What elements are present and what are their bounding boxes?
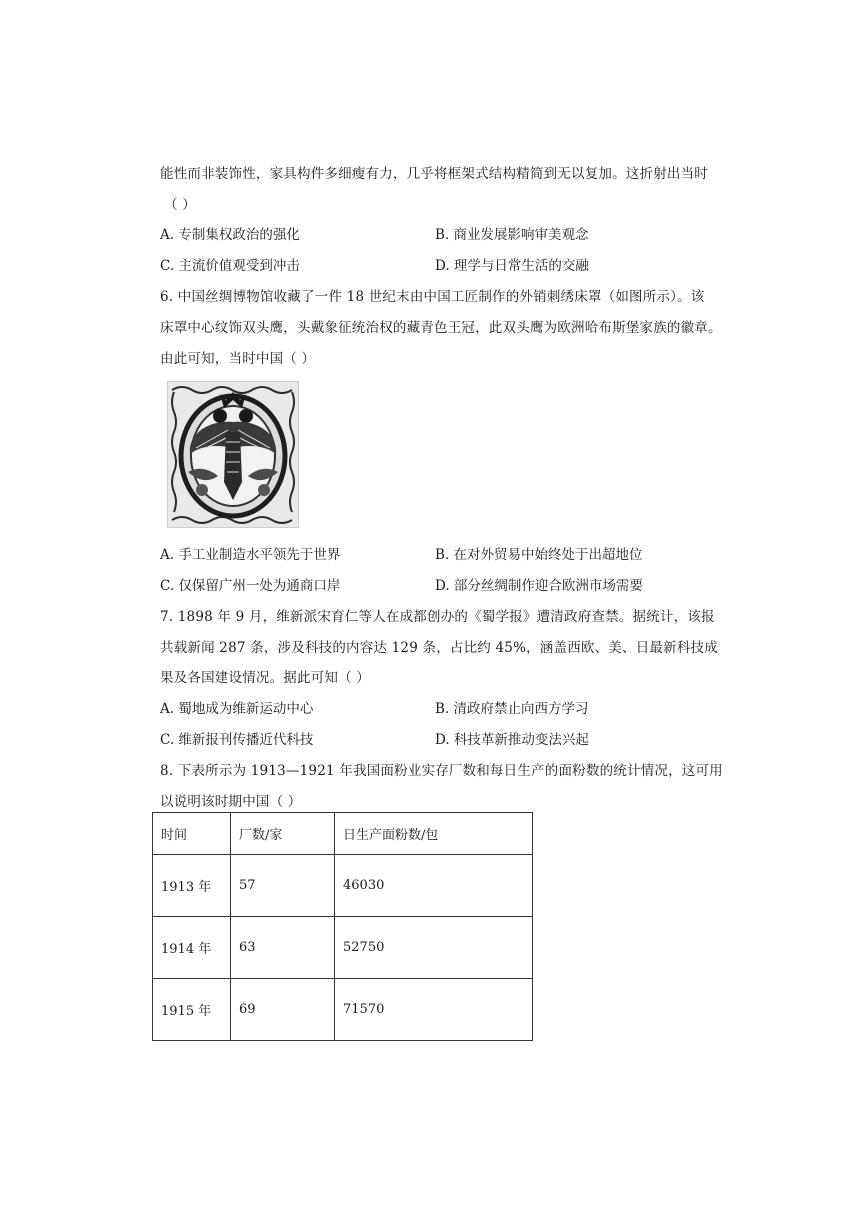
q8-stem-line-2: 以说明该时期中国（ ） [160, 794, 302, 810]
q7-stem-line-1: 7. 1898 年 9 月，维新派宋育仁等人在成都创办的《蜀学报》遭清政府查禁。据统计，该报 [160, 609, 715, 625]
flour-industry-table [152, 812, 533, 1041]
q7-stem-line-2: 共载新闻 287 条，涉及科技的内容达 129 条，占比约 45%，涵盖西欧、美、日最新科技成 [160, 640, 718, 656]
q5-answer-blank: （ ） [164, 197, 196, 213]
table-cell: 46030 [335, 855, 533, 917]
table-row [153, 917, 533, 979]
table-cell: 69 [231, 979, 335, 1041]
q6-stem-line-1: 6. 中国丝绸博物馆收藏了一件 18 世纪末由中国工匠制作的外销刺绣床罩（如图所示）。该 [160, 289, 705, 305]
q6-stem-line-3: 由此可知，当时中国（ ） [160, 351, 316, 367]
table-header-cell: 时间 [153, 813, 231, 855]
q5-option-a[interactable]: A. 专制集权政治的强化 [160, 227, 300, 243]
q6-option-c[interactable]: C. 仅保留广州一处为通商口岸 [160, 578, 341, 594]
q5-option-b[interactable]: B. 商业发展影响审美观念 [435, 227, 589, 243]
q5-option-c[interactable]: C. 主流价值观受到冲击 [160, 258, 300, 274]
table-cell: 71570 [335, 979, 533, 1041]
q6-option-b[interactable]: B. 在对外贸易中始终处于出超地位 [435, 547, 643, 563]
table-header-cell: 日生产面粉数/包 [335, 813, 533, 855]
q7-option-d[interactable]: D. 科技革新推动变法兴起 [435, 732, 589, 748]
q8-stem-line-1: 8. 下表所示为 1913—1921 年我国面粉业实存厂数和每日生产的面粉数的统计情况，这可用 [160, 763, 723, 779]
q5-stem-line: 能性而非装饰性，家具构件多细瘦有力，几乎将框架式结构精简到无以复加。这折射出当时 [160, 166, 708, 182]
q6-option-a[interactable]: A. 手工业制造水平领先于世界 [160, 547, 341, 563]
q7-option-b[interactable]: B. 清政府禁止向西方学习 [435, 701, 589, 717]
table-cell: 1915 年 [153, 979, 231, 1041]
table-cell: 57 [231, 855, 335, 917]
q7-option-c[interactable]: C. 维新报刊传播近代科技 [160, 732, 314, 748]
table-header-row [153, 813, 533, 855]
q5-option-d[interactable]: D. 理学与日常生活的交融 [435, 258, 589, 274]
table-row [153, 855, 533, 917]
table-cell: 63 [231, 917, 335, 979]
q7-stem-line-3: 果及各国建设情况。据此可知（ ） [160, 670, 370, 686]
table-cell: 1914 年 [153, 917, 231, 979]
q7-option-a[interactable]: A. 蜀地成为维新运动中心 [160, 701, 314, 717]
double-headed-eagle-image [168, 382, 298, 527]
table-header-cell: 厂数/家 [231, 813, 335, 855]
q6-stem-line-2: 床罩中心纹饰双头鹰，头戴象征统治权的藏青色王冠，此双头鹰为欧洲哈布斯堡家族的徽章。 [160, 320, 722, 336]
table-cell: 52750 [335, 917, 533, 979]
table-cell: 1913 年 [153, 855, 231, 917]
table-row [153, 979, 533, 1041]
q6-option-d[interactable]: D. 部分丝绸制作迎合欧洲市场需要 [435, 578, 643, 594]
embroidered-bedspread-image [167, 381, 299, 528]
